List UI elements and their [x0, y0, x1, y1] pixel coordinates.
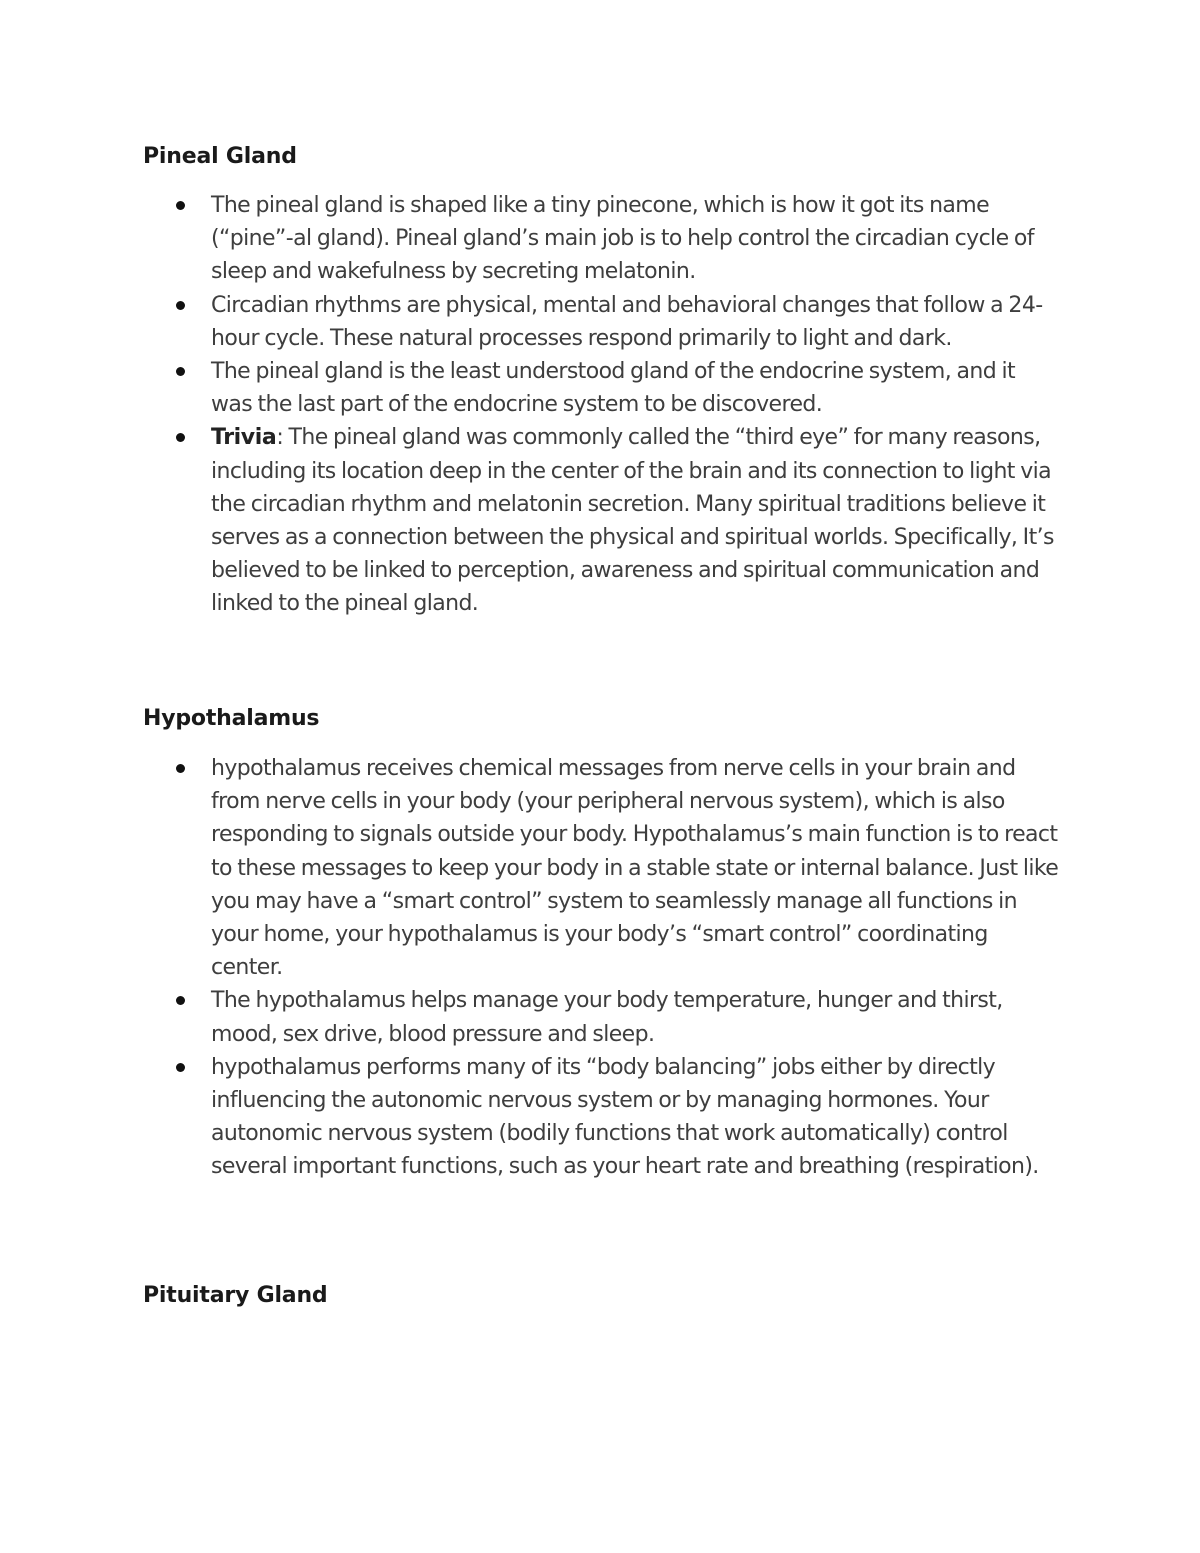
bullet-icon	[176, 1063, 185, 1072]
bullet-icon	[176, 433, 185, 442]
bullet-icon	[176, 301, 185, 310]
bullet-text: Circadian rhythms are physical, mental and behavioral changes that follow a 24-hour cycle. These natural processes respond primarily to light and dark.	[211, 292, 1043, 351]
bullet-text: hypothalamus performs many of its “body balancing” jobs either by directly influencing the autonomic nervous system or by managing hormones. Your autonomic nervous system (bodily functions that work automatically) control several important functions, such as your heart rate and breathing (respiration).	[211, 1054, 1039, 1180]
list-item	[0, 189, 1061, 289]
bullet-text: The pineal gland is shaped like a tiny pinecone, which is how it got its name (“pine”-al gland). Pineal gland’s main job is to help control the circadian cycle of sleep and wakefulness by secreting melatonin.	[211, 193, 1034, 285]
bullet-icon	[176, 764, 185, 773]
bullet-text: hypothalamus receives chemical messages from nerve cells in your brain and from nerve cells in your body (your peripheral nervous system), which is also responding to signals outside your body. Hypothalamus’s main function is to react to these messages to keep your body in a stable state or internal balance. Just like you may have a “smart control” system to seamlessly manage all functions in your home, your hypothalamus is your body’s “smart control” coordinating center.	[211, 756, 1059, 981]
bullet-text: The hypothalamus helps manage your body temperature, hunger and thirst, mood, sex drive, blood pressure and sleep.	[211, 988, 1003, 1047]
pineal-gland-bullet-list	[0, 189, 1200, 621]
bullet-icon	[176, 996, 185, 1005]
bullet-text: The pineal gland is the least understood gland of the endocrine system, and it was the last part of the endocrine system to be discovered.	[211, 359, 1016, 418]
hypothalamus-bullet-list	[0, 752, 1200, 1184]
list-item	[0, 421, 1061, 620]
section-heading-hypothalamus: Hypothalamus	[143, 706, 320, 731]
list-item	[0, 289, 1061, 355]
list-item	[0, 752, 1061, 984]
list-item	[0, 984, 1061, 1050]
trivia-label: Trivia	[211, 425, 277, 451]
section-heading-pineal-gland: Pineal Gland	[143, 144, 297, 169]
list-item	[0, 355, 1061, 421]
bullet-icon	[176, 367, 185, 376]
bullet-icon	[176, 201, 185, 210]
trivia-text: : The pineal gland was commonly called the “third eye” for many reasons, including its location deep in the center of the brain and its connection to light via the circadian rhythm and melatonin secretion. Many spiritual traditions believe it serves as a connection between the physical and spiritual worlds. Specifically, It’s believed to be linked to perception, awareness and spiritual communication and linked to the pineal gland.	[211, 425, 1054, 617]
list-item	[0, 1051, 1061, 1184]
section-heading-pituitary-gland: Pituitary Gland	[143, 1283, 328, 1308]
